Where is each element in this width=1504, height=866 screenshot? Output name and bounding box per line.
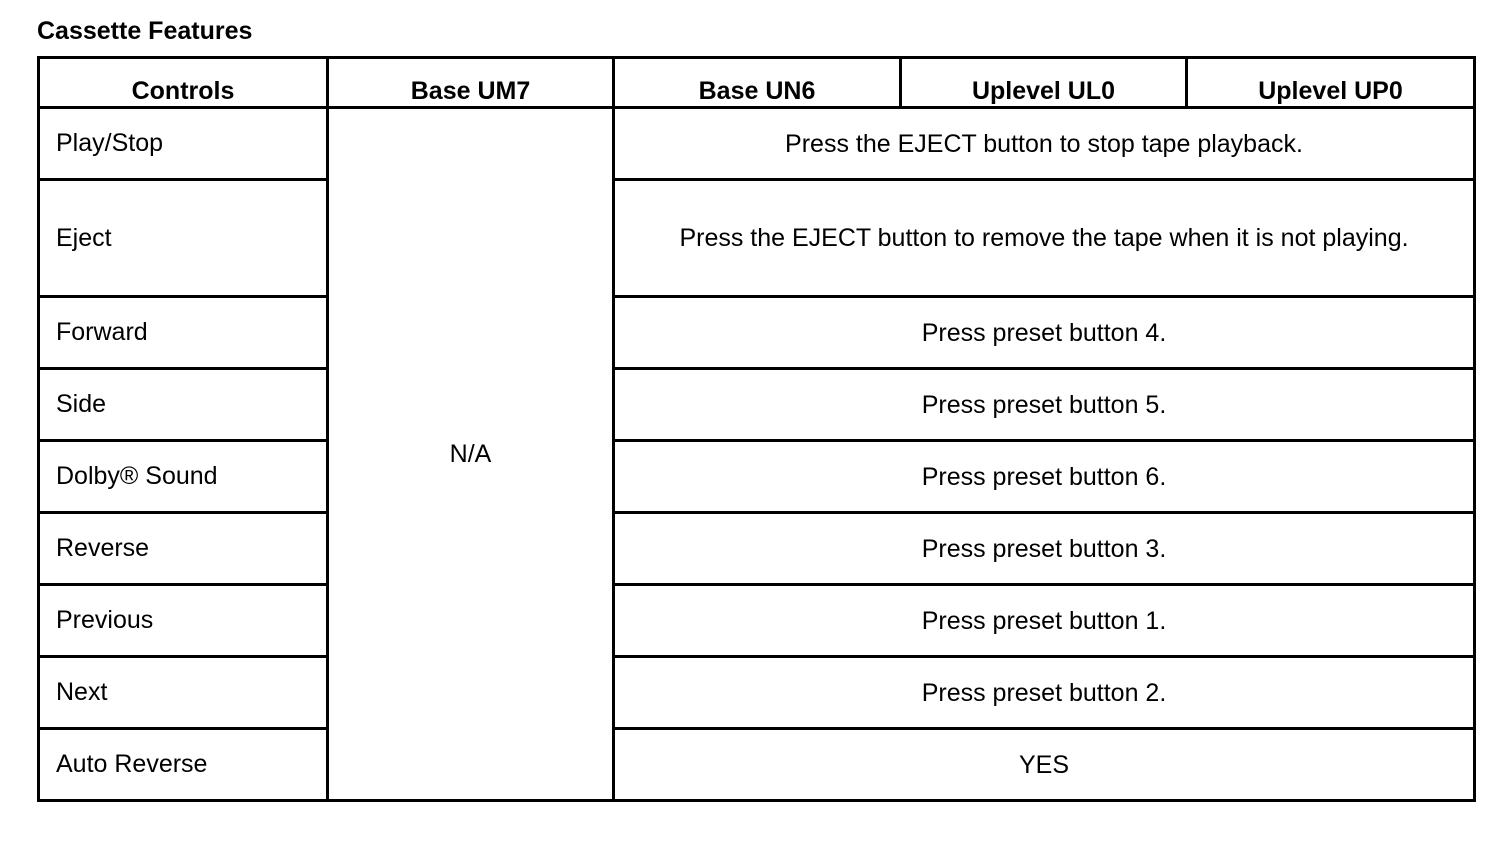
table-row	[39, 297, 1475, 369]
control-label: Eject	[39, 180, 328, 297]
control-description	[614, 108, 1475, 180]
header-controls: Controls	[39, 58, 328, 108]
table-row	[39, 729, 1475, 801]
control-description	[614, 369, 1475, 441]
description-text: Press the EJECT button to remove the tape when it is not playing.	[679, 224, 1409, 252]
control-description	[614, 513, 1475, 585]
table-row	[39, 657, 1475, 729]
control-description	[614, 297, 1475, 369]
header-base-um7: Base UM7	[328, 58, 614, 108]
control-description	[614, 657, 1475, 729]
description-text: Press the EJECT button to stop tape playback.	[785, 129, 1303, 158]
control-label: Next	[39, 657, 328, 729]
table-row	[39, 441, 1475, 513]
control-label: Auto Reverse	[39, 729, 328, 801]
section-title: Cassette Features	[37, 17, 253, 45]
description-text: Press preset button 1.	[921, 606, 1167, 635]
control-label: Reverse	[39, 513, 328, 585]
control-label: Side	[39, 369, 328, 441]
header-base-un6: Base UN6	[614, 58, 901, 108]
description-text: Press preset button 2.	[921, 678, 1167, 707]
description-text: Press preset button 6.	[921, 462, 1167, 491]
header-row	[39, 58, 1475, 108]
control-label: Previous	[39, 585, 328, 657]
table-row	[39, 369, 1475, 441]
header-uplevel-ul0: Uplevel UL0	[901, 58, 1187, 108]
control-description	[614, 729, 1475, 801]
control-label: Dolby® Sound	[39, 441, 328, 513]
control-description	[614, 441, 1475, 513]
control-label: Play/Stop	[39, 108, 328, 180]
na-cell: N/A	[328, 108, 614, 801]
table-row	[39, 108, 1475, 180]
table-row	[39, 513, 1475, 585]
description-text: Press preset button 5.	[921, 390, 1167, 419]
description-text: Press preset button 3.	[921, 534, 1167, 563]
control-description	[614, 585, 1475, 657]
header-uplevel-up0: Uplevel UP0	[1187, 58, 1475, 108]
control-description	[614, 180, 1475, 297]
description-text: Press preset button 4.	[921, 318, 1167, 347]
cassette-features-table	[37, 56, 1476, 802]
description-text: YES	[1018, 750, 1070, 779]
control-label: Forward	[39, 297, 328, 369]
table-row	[39, 180, 1475, 297]
table-row	[39, 585, 1475, 657]
